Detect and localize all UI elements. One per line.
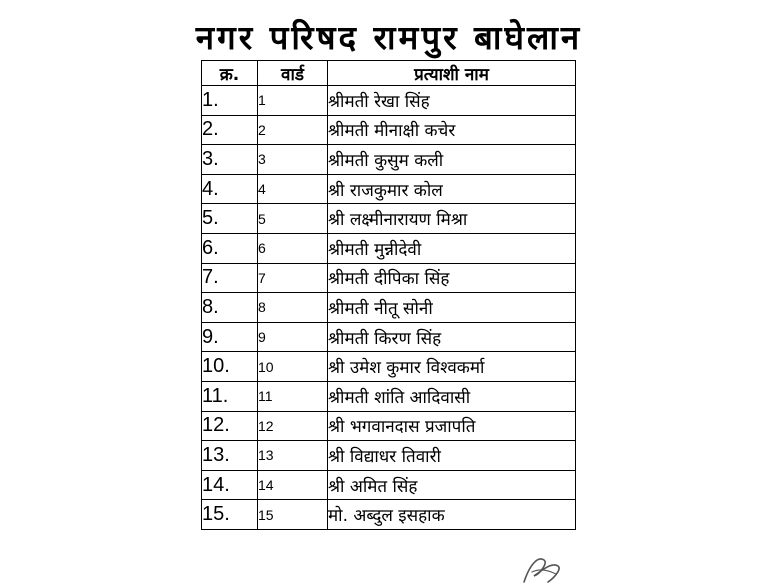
serial-number: 10.: [202, 352, 258, 382]
candidate-name: श्रीमती शांति आदिवासी: [328, 381, 576, 411]
candidate-name: श्रीमती मुन्नीदेवी: [328, 233, 576, 263]
candidate-name: श्री उमेश कुमार विश्वकर्मा: [328, 352, 576, 382]
ward-number: 1: [258, 86, 328, 116]
serial-number: 15.: [202, 500, 258, 530]
table-row: [202, 322, 576, 352]
table-row: [202, 263, 576, 293]
header-candidate-name: प्रत्याशी नाम: [328, 61, 576, 86]
serial-number: 2.: [202, 115, 258, 145]
table-row: [202, 204, 576, 234]
serial-number: 14.: [202, 470, 258, 500]
serial-number: 7.: [202, 263, 258, 293]
ward-number: 12: [258, 411, 328, 441]
header-serial: क्र.: [202, 61, 258, 86]
ward-number: 15: [258, 500, 328, 530]
serial-number: 11.: [202, 381, 258, 411]
page-title: नगर परिषद रामपुर बाघेलान: [195, 18, 583, 57]
ward-number: 4: [258, 174, 328, 204]
table-row: [202, 381, 576, 411]
table-row: [202, 86, 576, 116]
ward-number: 13: [258, 441, 328, 471]
table-header-row: [202, 61, 576, 86]
serial-number: 13.: [202, 441, 258, 471]
candidate-name: श्री अमित सिंह: [328, 470, 576, 500]
ward-number: 10: [258, 352, 328, 382]
candidate-name: मो. अब्दुल इसहाक: [328, 500, 576, 530]
table-row: [202, 441, 576, 471]
table-row: [202, 293, 576, 323]
serial-number: 3.: [202, 145, 258, 175]
candidate-name: श्री लक्ष्मीनारायण मिश्रा: [328, 204, 576, 234]
candidate-name: श्रीमती दीपिका सिंह: [328, 263, 576, 293]
ward-number: 11: [258, 381, 328, 411]
candidate-name: श्री विद्याधर तिवारी: [328, 441, 576, 471]
ward-number: 6: [258, 233, 328, 263]
ward-number: 5: [258, 204, 328, 234]
candidate-name: श्रीमती किरण सिंह: [328, 322, 576, 352]
table-row: [202, 352, 576, 382]
serial-number: 1.: [202, 86, 258, 116]
ward-number: 8: [258, 293, 328, 323]
serial-number: 8.: [202, 293, 258, 323]
candidate-name: श्रीमती नीतू सोनी: [328, 293, 576, 323]
ward-number: 3: [258, 145, 328, 175]
serial-number: 9.: [202, 322, 258, 352]
ward-number: 14: [258, 470, 328, 500]
ward-number: 9: [258, 322, 328, 352]
table-row: [202, 500, 576, 530]
table-row: [202, 411, 576, 441]
ward-number: 2: [258, 115, 328, 145]
signature-mark: [518, 552, 566, 584]
candidate-name: श्री भगवानदास प्रजापति: [328, 411, 576, 441]
serial-number: 5.: [202, 204, 258, 234]
table-row: [202, 174, 576, 204]
serial-number: 12.: [202, 411, 258, 441]
serial-number: 4.: [202, 174, 258, 204]
candidate-name: श्रीमती मीनाक्षी कचेर: [328, 115, 576, 145]
serial-number: 6.: [202, 233, 258, 263]
candidate-name: श्रीमती रेखा सिंह: [328, 86, 576, 116]
header-ward: वार्ड: [258, 61, 328, 86]
table-row: [202, 115, 576, 145]
table-row: [202, 470, 576, 500]
candidate-name: श्री राजकुमार कोल: [328, 174, 576, 204]
ward-number: 7: [258, 263, 328, 293]
table-row: [202, 233, 576, 263]
table-row: [202, 145, 576, 175]
candidate-name: श्रीमती कुसुम कली: [328, 145, 576, 175]
candidate-table: [201, 60, 576, 530]
